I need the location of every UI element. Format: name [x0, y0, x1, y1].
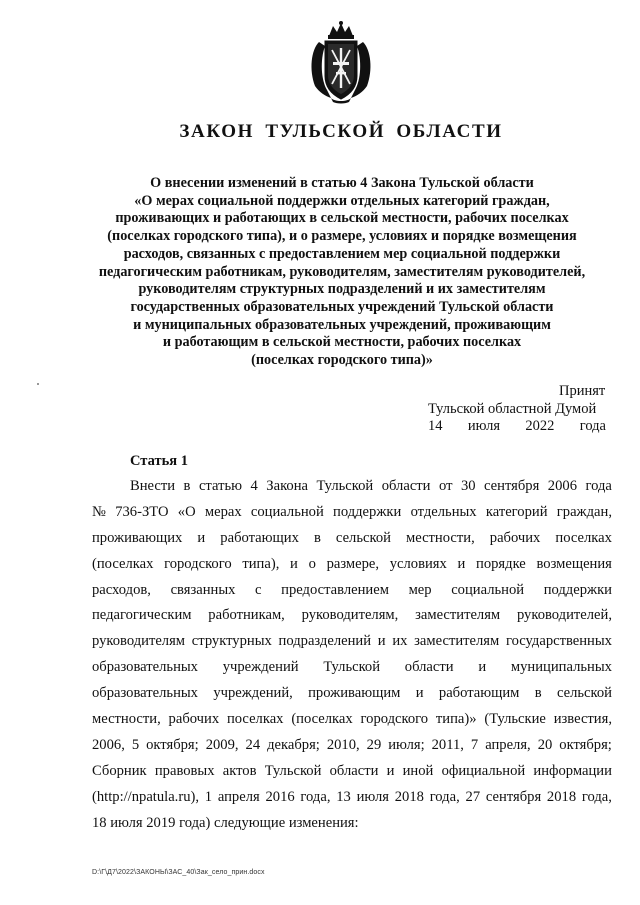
article-word: сентября — [485, 788, 542, 805]
article-word: октября; — [146, 736, 199, 753]
article-word: 13 — [336, 788, 351, 805]
adopted-label: Принят — [559, 383, 606, 399]
tula-coat-of-arms-icon — [305, 20, 377, 104]
article-word: Тульской — [323, 659, 381, 676]
article-word: 5 — [131, 736, 140, 753]
article-line — [92, 759, 612, 785]
article-word: с — [255, 581, 262, 598]
law-subject — [92, 175, 592, 370]
article-word: рабочих — [168, 711, 220, 728]
article-line — [92, 552, 612, 578]
article-word: и — [415, 685, 424, 702]
article-word: поселках — [555, 529, 612, 546]
article-word: 2009, — [205, 736, 239, 753]
article-word: области — [329, 762, 379, 779]
subject-line: и работающим в сельской местности, рабочих поселках — [162, 334, 522, 351]
law-title: ЗАКОН ТУЛЬСКОЙ ОБЛАСТИ — [179, 121, 503, 142]
article-word: работникам, — [208, 607, 285, 624]
article-word: информации — [533, 762, 612, 779]
article-word: проживающих — [92, 529, 183, 546]
article-word: поддержки — [543, 581, 612, 598]
article-word: официальной — [441, 762, 526, 779]
subject-line: расходов, связанных с предоставлением мер социальной поддержки — [123, 245, 561, 262]
article-word: мер — [408, 581, 432, 598]
adoption-year-word: года — [579, 418, 606, 434]
subject-line: О внесении изменений в статью 4 Закона Тульской области — [150, 175, 534, 191]
article-word: октября; — [559, 736, 612, 753]
article-word: 1 — [204, 788, 213, 805]
article-word: подразделений — [278, 633, 372, 650]
article-word: руководителей, — [516, 607, 612, 624]
article-word: в — [313, 529, 321, 546]
article-word: 18 июля 2019 года) следующие изменения: — [92, 814, 359, 831]
article-word: области — [404, 659, 454, 676]
article-word: апреля, — [485, 736, 531, 753]
subject-line: (поселках городского типа), и о размере, условиях и порядке возмещения — [107, 228, 577, 245]
article-word: (поселках — [92, 555, 154, 572]
article-line — [92, 707, 612, 733]
article-word: типа), — [242, 555, 280, 572]
article-word: 2018 — [394, 788, 424, 805]
article-word: года, — [429, 788, 460, 805]
adoption-date — [428, 417, 606, 435]
article-word: и — [386, 762, 395, 779]
article-word: отдельных — [410, 503, 477, 520]
article-word: поселках — [226, 711, 284, 728]
subject-line: проживающих и работающих в сельской местности, рабочих поселках — [115, 210, 569, 227]
article-word: возмещения — [536, 555, 612, 572]
article-line — [92, 785, 612, 811]
article-word: педагогическим — [92, 607, 192, 624]
article-word: руководителям — [92, 633, 186, 650]
article-word: Тульской — [316, 478, 374, 494]
article-word: статью — [198, 478, 243, 494]
article-line — [92, 474, 612, 500]
article-word: года — [585, 478, 612, 494]
article-word: от — [438, 478, 453, 494]
article-word: 2010, — [326, 736, 360, 753]
article-word: 2006, — [92, 736, 125, 753]
article-word: иной — [402, 762, 434, 779]
article-word: сентября — [484, 478, 540, 494]
article-word: руководителям, — [301, 607, 399, 624]
article-line — [92, 811, 612, 837]
article-word: социальной — [250, 503, 324, 520]
article-word: заместителям — [414, 633, 500, 650]
article-word: и — [478, 659, 487, 676]
adoption-day: 14 — [428, 418, 443, 434]
scan-speck — [37, 383, 39, 385]
article-word: учреждений — [222, 659, 299, 676]
article-word: размере, — [326, 555, 380, 572]
article-word: связанных — [170, 581, 236, 598]
article-word: категорий — [485, 503, 548, 520]
adoption-month: июля — [467, 418, 501, 434]
article-word: социальной — [451, 581, 525, 598]
article-heading: Статья 1 — [130, 453, 188, 469]
article-word: (http://npatula.ru), — [92, 788, 199, 805]
subject-line: государственных образовательных учреждений Тульской области — [130, 298, 554, 315]
subject-line: руководителям структурных подразделений и их заместителям — [138, 281, 546, 298]
article-line — [92, 655, 612, 681]
article-word: образовательных — [92, 685, 198, 702]
article-body — [92, 474, 612, 836]
article-word: 30 — [460, 478, 476, 494]
subject-line: (поселках городского типа)» — [251, 352, 433, 369]
article-word: 2011, — [431, 736, 464, 753]
article-word: (Тульские — [484, 711, 546, 728]
subject-line: педагогическим работникам, руководителям, заместителям руководителей, — [98, 263, 586, 280]
article-word: № — [92, 503, 106, 520]
article-word: 24 — [245, 736, 261, 753]
article-word: проживающим — [308, 685, 401, 702]
article-line — [92, 681, 612, 707]
article-word: работающих — [220, 529, 299, 546]
article-word: года, — [581, 788, 612, 805]
adoption-year: 2022 — [525, 418, 555, 434]
article-word: поддержки — [333, 503, 402, 520]
article-word: условиях — [389, 555, 447, 572]
article-word: июля — [356, 788, 389, 805]
article-word: сельской — [335, 529, 391, 546]
subject-line: «О мерах социальной поддержки отдельных категорий граждан, — [134, 192, 550, 209]
article-word: декабря; — [267, 736, 320, 753]
article-line — [92, 578, 612, 604]
article-line — [92, 500, 612, 526]
article-line — [92, 603, 612, 629]
article-word: и — [290, 555, 298, 572]
article-word: порядке — [476, 555, 526, 572]
article-word: о — [308, 555, 316, 572]
article-word: 736-ЗТО — [115, 503, 169, 520]
article-word: сельской — [556, 685, 612, 702]
article-word: известия, — [553, 711, 612, 728]
article-word: местности, — [406, 529, 475, 546]
article-word: 4 — [250, 478, 258, 494]
article-word: образовательных — [92, 659, 198, 676]
article-word: 2016 — [265, 788, 295, 805]
article-word: Внести — [130, 478, 176, 494]
subject-line: и муниципальных образовательных учреждений, проживающим — [133, 316, 551, 333]
article-word: 29 — [366, 736, 382, 753]
article-word: области — [381, 478, 431, 494]
article-word: актов — [222, 762, 257, 779]
article-word: рабочих — [489, 529, 541, 546]
article-word: (поселках — [291, 711, 353, 728]
article-word: 20 — [537, 736, 553, 753]
article-word: государственных — [505, 633, 612, 650]
article-word: Тульской — [264, 762, 322, 779]
adopted-by: Тульской областной Думой — [428, 401, 597, 417]
article-word: их — [392, 633, 408, 650]
article-word: городского — [360, 711, 429, 728]
article-word: типа)» — [435, 711, 477, 728]
article-word: и — [377, 633, 386, 650]
article-word: муниципальных — [510, 659, 612, 676]
article-word: структурных — [191, 633, 272, 650]
article-word: апреля — [217, 788, 260, 805]
file-path-footer: D:\Г\Д7\2022\ЗАКОНЫ\ЗАС_40\Зак_село_прин.docx — [92, 869, 265, 876]
article-word: работающим — [438, 685, 520, 702]
article-word: 2006 — [547, 478, 577, 494]
article-word: городского — [164, 555, 232, 572]
article-line — [92, 733, 612, 759]
article-word: расходов, — [92, 581, 151, 598]
article-word: и — [197, 529, 206, 546]
article-word: заместителям — [415, 607, 501, 624]
article-word: июля; — [388, 736, 425, 753]
article-word: Закона — [266, 478, 309, 494]
article-word: 2018 — [546, 788, 577, 805]
article-word: правовых — [154, 762, 215, 779]
article-line — [92, 526, 612, 552]
article-word: граждан, — [556, 503, 612, 520]
article-word: мерах — [204, 503, 242, 520]
article-word: Сборник — [92, 762, 147, 779]
article-line — [92, 629, 612, 655]
article-word: и — [457, 555, 466, 572]
article-word: «О — [177, 503, 196, 520]
article-word: местности, — [92, 711, 161, 728]
article-word: 27 — [465, 788, 481, 805]
article-word: в — [183, 478, 191, 494]
article-word: года, — [300, 788, 331, 805]
article-word: 7 — [470, 736, 479, 753]
article-word: в — [534, 685, 542, 702]
article-word: предоставлением — [281, 581, 389, 598]
article-word: учреждений, — [213, 685, 293, 702]
